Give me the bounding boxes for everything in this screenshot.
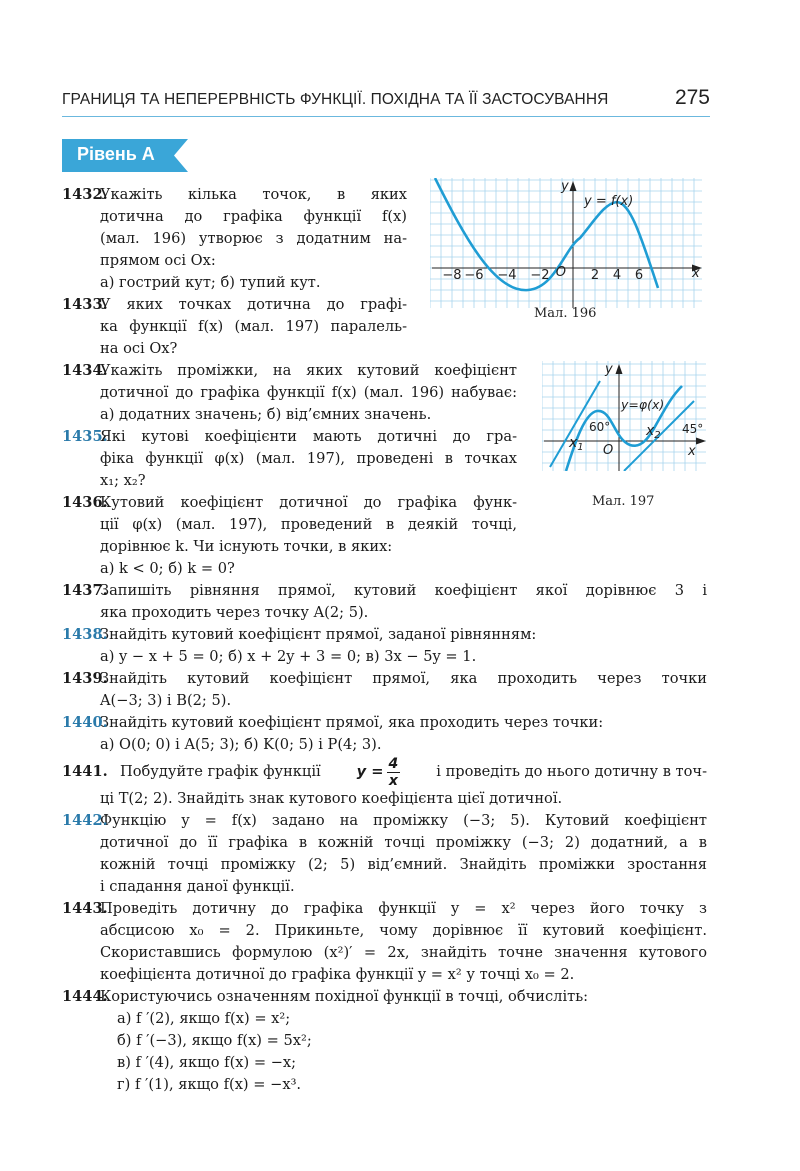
problem-1433 xyxy=(62,294,407,360)
tick-label: 2 xyxy=(590,268,600,283)
tick-label: −4 xyxy=(497,268,517,283)
problem-1440 xyxy=(62,712,707,756)
equation-lhs: y = xyxy=(356,763,384,780)
problem-line: ка функції f(x) (мал. 197) паралель- xyxy=(100,318,407,335)
problem-line: а) k < 0; б) k = 0? xyxy=(100,560,235,577)
problem-number: 1442. xyxy=(62,812,108,829)
grid xyxy=(542,361,706,471)
problem-line: а) гострий кут; б) тупий кут. xyxy=(100,274,321,291)
problem-line: Знайдіть кутовий коефіцієнт прямої, заданої рівнянням: xyxy=(100,626,537,643)
tick-label: −6 xyxy=(464,268,484,283)
problem-number: 1435. xyxy=(62,428,108,445)
function-label: y = f(x) xyxy=(584,194,634,209)
text-after: і проведіть до нього дотичну в точ- xyxy=(436,763,707,780)
problem-number: 1440. xyxy=(62,714,108,731)
problem-line: а) f ′(2), якщо f(x) = x²; xyxy=(117,1010,291,1027)
problem-number: 1437. xyxy=(62,582,108,599)
axes xyxy=(544,364,706,471)
angle-label-60: 60° xyxy=(589,420,611,434)
problem-1434 xyxy=(62,360,517,426)
problem-1438 xyxy=(62,624,707,668)
figure-197-graph xyxy=(542,361,706,471)
problem-1444 xyxy=(62,986,707,1096)
origin-label: O xyxy=(555,265,566,280)
level-badge xyxy=(62,139,188,172)
problem-number: 1436. xyxy=(62,494,108,511)
problem-number: 1434. xyxy=(62,362,108,379)
figure-197-caption: Мал. 197 xyxy=(592,494,655,509)
problem-line: A(−3; 3) і B(2; 5). xyxy=(100,692,232,709)
problem-line: в) f ′(4), якщо f(x) = −x; xyxy=(117,1054,297,1071)
problem-number: 1443. xyxy=(62,900,108,917)
problem-line: Які кутові коефіцієнти мають дотичні до гра- xyxy=(100,428,517,445)
text-before: Побудуйте графік функції xyxy=(120,763,321,780)
problem-line: Знайдіть кутовий коефіцієнт прямої, яка проходить через точки xyxy=(100,670,707,687)
problem-line: прямом осі Ox: xyxy=(100,252,216,269)
problem-line: дотична до графіка функції f(x) xyxy=(100,208,407,225)
problem-number: 1433. xyxy=(62,296,108,313)
problem-line: Функцію y = f(x) задано на проміжку (−3; 5). Кутовий коефіцієнт xyxy=(100,812,707,829)
figure-196-caption: Мал. 196 xyxy=(534,306,597,321)
problem-number: 1438. xyxy=(62,626,108,643)
page-number: 275 xyxy=(674,86,710,109)
problem-number: 1441. xyxy=(62,763,108,780)
problem-line: дотичної до графіка функції f(x) (мал. 196) набуває: xyxy=(100,384,517,401)
problem-number: 1432. xyxy=(62,186,108,203)
problem-line: кожній точці проміжку (2; 5) від’ємний. Знайдіть проміжки зростання xyxy=(100,856,707,873)
problem-1435 xyxy=(62,426,517,492)
problem-line: x₁; x₂? xyxy=(100,472,146,489)
problem-line: Укажіть проміжки, на яких кутовий коефіцієнт xyxy=(100,362,517,379)
tick-label: −2 xyxy=(530,268,550,283)
chapter-title: ГРАНИЦЯ ТА НЕПЕРЕРВНІСТЬ ФУНКЦІЇ. ПОХІДНА ТА ЇЇ ЗАСТОСУВАННЯ xyxy=(62,91,609,108)
problem-number: 1439. xyxy=(62,670,108,687)
problem-line: і спадання даної функції. xyxy=(100,878,295,895)
problem-line xyxy=(120,752,707,792)
problem-1441 xyxy=(62,752,707,808)
problem-line: коефіцієнта дотичної до графіка функції y = x² у точці x₀ = 2. xyxy=(100,966,575,983)
problem-line: Проведіть дотичну до графіка функції y = x² через його точку з xyxy=(100,900,707,917)
problem-line: Укажіть кілька точок, в яких xyxy=(100,186,407,203)
problem-line: г) f ′(1), якщо f(x) = −x³. xyxy=(117,1076,302,1093)
problem-line: Скориставшись формулою (x²)′ = 2x, знайдіть точне значення кутового xyxy=(100,944,707,961)
tick-label: 6 xyxy=(634,268,644,283)
problem-line: (мал. 196) утворює з додатним на- xyxy=(100,230,407,247)
x-axis-label: x xyxy=(692,266,700,281)
fraction xyxy=(387,756,401,789)
problem-line: абсцисою x₀ = 2. Прикиньте, чому дорівнює її кутовий коефіцієнт. xyxy=(100,922,707,939)
problem-line: Запишіть рівняння прямої, кутовий коефіцієнт якої дорівнює 3 і xyxy=(100,582,707,599)
problem-1432 xyxy=(62,184,407,294)
y-axis-label: y xyxy=(605,362,613,377)
problem-line: дотичної до її графіка в кожній точці проміжку (−3; 2) додатний, а в xyxy=(100,834,707,851)
problem-line: У яких точках дотична до графі- xyxy=(100,296,407,313)
problem-line: Кутовий коефіцієнт дотичної до графіка функ- xyxy=(100,494,517,511)
level-label: Рівень А xyxy=(77,144,155,164)
problem-1443 xyxy=(62,898,707,986)
x1-label: $x_1$ xyxy=(569,435,584,453)
fraction-numerator: 4 xyxy=(388,755,399,772)
problem-line: фіка функції φ(x) (мал. 197), проведені в точках xyxy=(100,450,517,467)
y-axis-label: y xyxy=(561,179,569,194)
problem-line: а) O(0; 0) і A(5; 3); б) K(0; 5) і P(4; 3). xyxy=(100,736,382,753)
problem-line: дорівнює k. Чи існують точки, в яких: xyxy=(100,538,393,555)
problem-line: ції φ(x) (мал. 197), проведений в деякій точці, xyxy=(100,516,517,533)
fraction-denominator: x xyxy=(388,772,398,789)
problem-1437 xyxy=(62,580,707,624)
problem-line: а) y − x + 5 = 0; б) x + 2y + 3 = 0; в) 3x − 5y = 1. xyxy=(100,648,477,665)
angle-label-45: 45° xyxy=(682,422,704,436)
tick-label: 4 xyxy=(612,268,622,283)
problem-1442 xyxy=(62,810,707,898)
problem-1439 xyxy=(62,668,707,712)
problem-line: Знайдіть кутовий коефіцієнт прямої, яка проходить через точки: xyxy=(100,714,604,731)
problem-line: б) f ′(−3), якщо f(x) = 5x²; xyxy=(117,1032,312,1049)
function-label: y=φ(x) xyxy=(621,397,665,412)
problem-1436 xyxy=(62,492,517,580)
tick-label: −8 xyxy=(442,268,462,283)
problem-number: 1444. xyxy=(62,988,108,1005)
problem-line: Користуючись означенням похідної функції в точці, обчисліть: xyxy=(100,988,589,1005)
x2-label: $x_2$ xyxy=(646,423,661,441)
origin-label: O xyxy=(603,443,614,458)
x-axis-label: x xyxy=(688,444,696,459)
problem-line: на осі Ox? xyxy=(100,340,178,357)
problem-line: а) додатних значень; б) від’ємних значень. xyxy=(100,406,432,423)
running-header xyxy=(62,88,710,117)
figure-196-graph xyxy=(430,178,702,308)
problem-line: ці T(2; 2). Знайдіть знак кутового коефіцієнта цієї дотичної. xyxy=(100,790,563,807)
problem-line: яка проходить через точку A(2; 5). xyxy=(100,604,369,621)
